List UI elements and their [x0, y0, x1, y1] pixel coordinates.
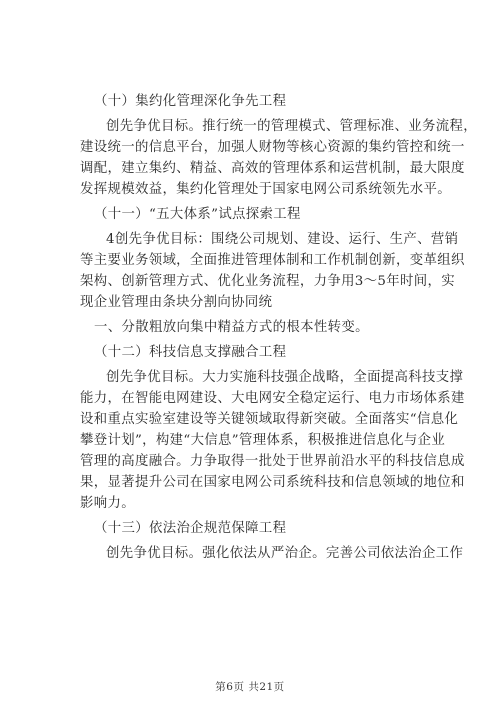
section-heading-12: （十二）科技信息支撑融合工程 [94, 345, 287, 360]
paragraph-line: 影响力。 [80, 496, 135, 511]
paragraph-line: 发挥规模效益，集约化管理处于国家电网公司系统领先水平。 [80, 182, 451, 197]
section-heading-11: （十一）“五大体系”试点探索工程 [94, 207, 301, 222]
paragraph-line: 创先争优目标。大力实施科技强企战略，全面提高科技支撑 [106, 370, 464, 385]
paragraph-line: 创先争优目标。推行统一的管理模式、管理标准、业务流程， [106, 119, 477, 134]
paragraph-line: 管理的高度融合。力争取得一批处于世界前沿水平的科技信息成 [80, 454, 465, 469]
page-number-footer: 第6页 共21页 [215, 681, 285, 693]
paragraph-line: 调配，建立集约、精益、高效的管理体系和运营机制，最大限度 [80, 161, 465, 176]
paragraph-line: 攀登计划”，构建“大信息”管理体系，积极推进信息化与企业 [80, 433, 446, 448]
section-heading-10: （十）集约化管理深化争先工程 [94, 94, 287, 109]
paragraph-line: 4创先争优目标：围绕公司规划、建设、运行、生产、营销 [106, 232, 459, 247]
paragraph-line: 创先争优目标。强化依法从严治企。完善公司依法治企工作 [106, 546, 464, 561]
paragraph-line: 设和重点实验室建设等关键领域取得新突破。全面落实“信息化 [80, 412, 459, 427]
paragraph-line: 建设统一的信息平台，加强人财物等核心资源的集约管控和统一 [80, 140, 465, 155]
paragraph-line: 一、分散粗放向集中精益方式的根本性转变。 [94, 320, 369, 335]
paragraph-line: 现企业管理由条块分割向协同统 [80, 295, 273, 310]
document-body [80, 91, 477, 564]
paragraph-line: 等主要业务领域，全面推进管理体制和工作机制创新，变革组织 [80, 253, 465, 268]
paragraph-line: 能力，在智能电网建设、大电网安全稳定运行、电力市场体系建 [80, 391, 465, 406]
section-heading-13: （十三）依法治企规范保障工程 [94, 521, 287, 536]
paragraph-line: 果，显著提升公司在国家电网公司系统科技和信息领域的地位和 [80, 475, 465, 490]
paragraph-line: 架构、创新管理方式、优化业务流程，力争用3～5年时间，实 [80, 274, 455, 289]
